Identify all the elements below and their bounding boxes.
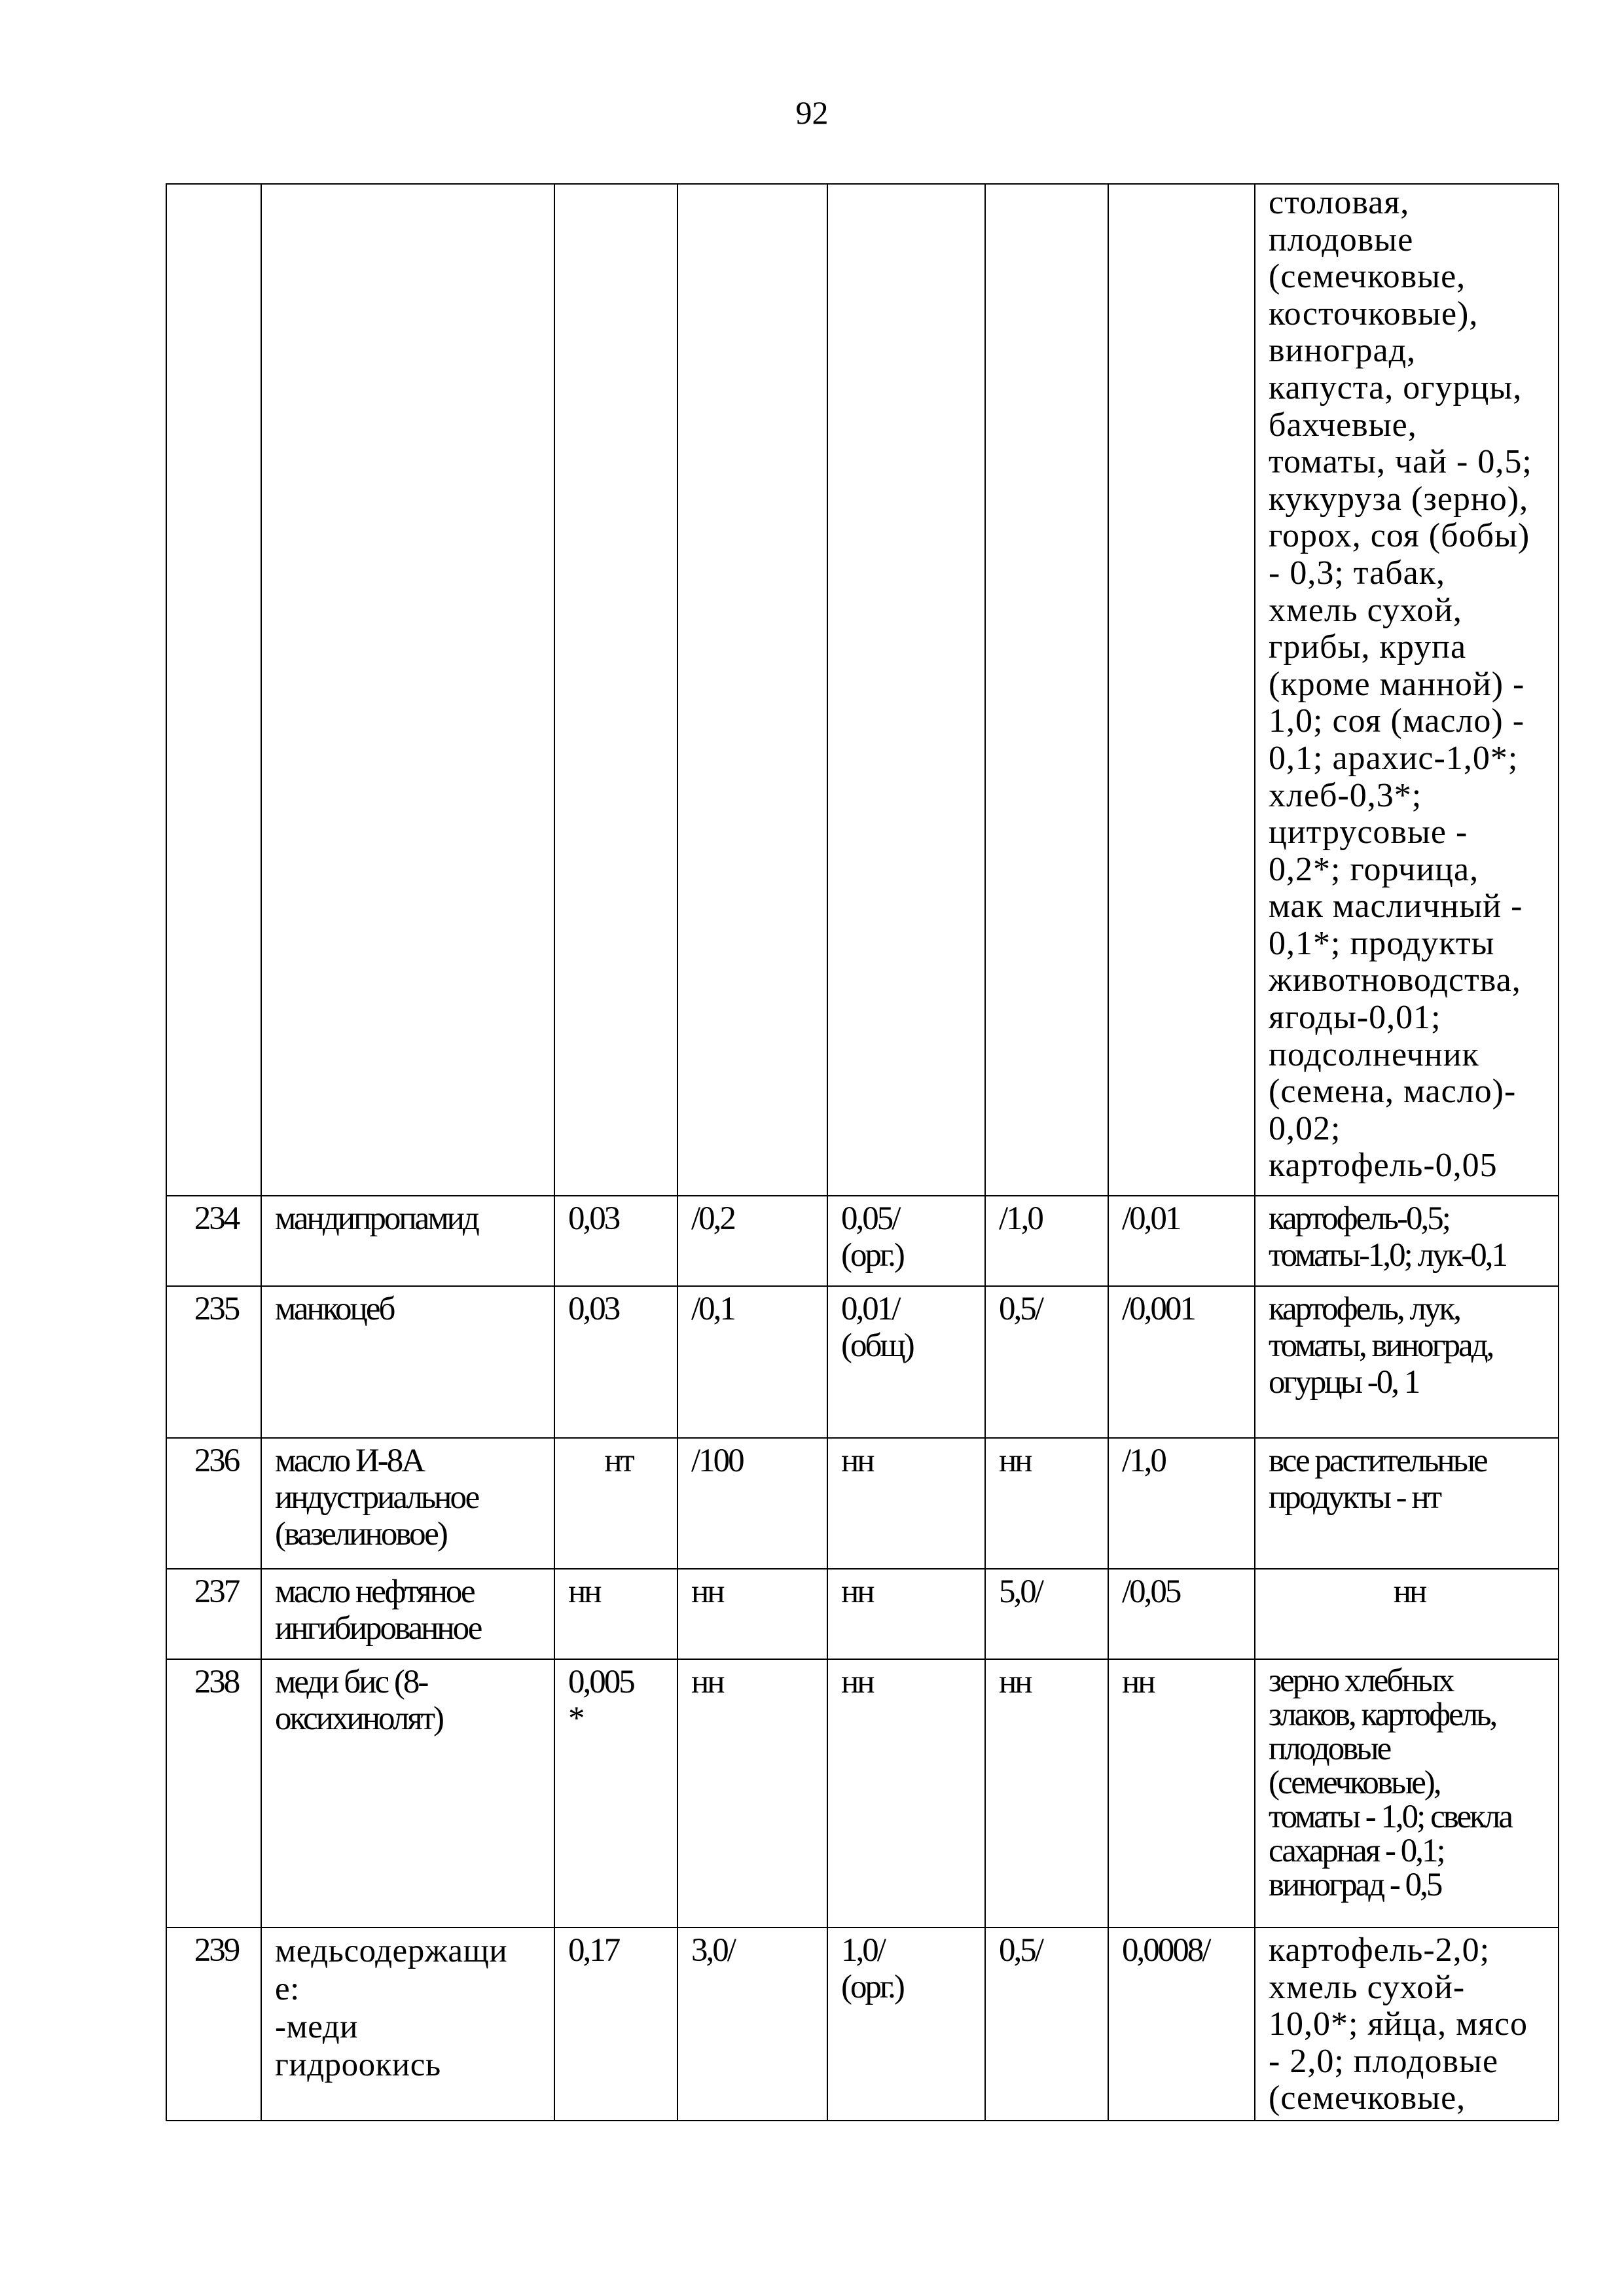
cell-c7: /0,05	[1108, 1569, 1255, 1659]
cell-c5: нн	[827, 1659, 985, 1928]
limits-line: хлеб-0,3*;	[1269, 776, 1422, 814]
table-row	[166, 1569, 1559, 1659]
cell-name: манкоцеб	[261, 1286, 554, 1438]
limits-line: кукуруза (зерно),	[1269, 480, 1529, 518]
cell-limits: зерно хлебных злаков, картофель, плодовые (семечковые), томаты - 1,0; свекла сахарная - 0,1; виноград - 0,5	[1255, 1659, 1559, 1928]
cell-limits	[1255, 184, 1559, 1196]
cell-c7: /0,01	[1108, 1196, 1255, 1286]
cell-name: мандипропамид	[261, 1196, 554, 1286]
cell-c5: 1,0/ (орг.)	[827, 1928, 985, 2121]
cell-num: 234	[166, 1196, 261, 1286]
limits-line: подсолнечник	[1269, 1035, 1479, 1073]
cell-name: меди бис (8- оксихинолят)	[261, 1659, 554, 1928]
limits-line: виноград,	[1269, 332, 1416, 370]
table-row	[166, 1196, 1559, 1286]
cell-c4: /100	[677, 1438, 827, 1569]
cell-c7: нн	[1108, 1659, 1255, 1928]
cell-c6: 0,5/	[985, 1928, 1108, 2121]
limits-line: - 0,3; табак,	[1269, 554, 1446, 592]
cell-limits: картофель-2,0; хмель сухой- 10,0*; яйца, мясо - 2,0; плодовые (семечковые,	[1255, 1928, 1559, 2121]
cell-num	[166, 184, 261, 1196]
cell-limits: картофель, лук, томаты, виноград, огурцы -0, 1	[1255, 1286, 1559, 1438]
limits-line: горох, соя (бобы)	[1269, 517, 1530, 555]
cell-c3	[554, 184, 677, 1196]
cell-limits: нн	[1255, 1569, 1559, 1659]
cell-num: 239	[166, 1928, 261, 2121]
limits-line: 0,1*; продукты	[1269, 924, 1495, 962]
cell-c3: 0,17	[554, 1928, 677, 2121]
cell-name: медьсодержащи е: -меди гидроокись	[261, 1928, 554, 2121]
cell-c6: /1,0	[985, 1196, 1108, 1286]
cell-c5	[827, 184, 985, 1196]
cell-c3: 0,005 *	[554, 1659, 677, 1928]
cell-c6: 0,5/	[985, 1286, 1108, 1438]
cell-c6: нн	[985, 1438, 1108, 1569]
cell-limits: картофель-0,5; томаты-1,0; лук-0,1	[1255, 1196, 1559, 1286]
cell-num: 237	[166, 1569, 261, 1659]
table-row	[166, 1438, 1559, 1569]
limits-line: мак масличный -	[1269, 888, 1523, 925]
limits-line: плодовые	[1269, 221, 1414, 259]
cell-c7: /0,001	[1108, 1286, 1255, 1438]
cell-c6: нн	[985, 1659, 1108, 1928]
cell-c5: нн	[827, 1569, 985, 1659]
cell-name: масло И-8А индустриальное (вазелиновое)	[261, 1438, 554, 1569]
cell-limits: все растительные продукты - нт	[1255, 1438, 1559, 1569]
limits-line: (семечковые,	[1269, 258, 1466, 296]
cell-c4: нн	[677, 1659, 827, 1928]
limits-line: бахчевые,	[1269, 406, 1417, 444]
cell-name	[261, 184, 554, 1196]
limits-line: томаты, чай - 0,5;	[1269, 443, 1532, 481]
cell-c7: 0,0008/	[1108, 1928, 1255, 2121]
limits-line: ягоды-0,01;	[1269, 999, 1441, 1037]
pesticide-table	[166, 183, 1559, 2121]
cell-c4	[677, 184, 827, 1196]
cell-c4: нн	[677, 1569, 827, 1659]
limits-line: животноводства,	[1269, 961, 1521, 999]
page-number: 92	[795, 94, 829, 131]
limits-line: картофель-0,05	[1269, 1147, 1498, 1185]
cell-num: 235	[166, 1286, 261, 1438]
limits-line: капуста, огурцы,	[1269, 368, 1523, 406]
limits-line: 1,0; соя (масло) -	[1269, 702, 1525, 740]
cell-num: 236	[166, 1438, 261, 1569]
limits-line: (семена, масло)-	[1269, 1073, 1517, 1111]
cell-c6	[985, 184, 1108, 1196]
cell-c7	[1108, 184, 1255, 1196]
limits-line: 0,1; арахис-1,0*;	[1269, 739, 1519, 777]
cell-c3: 0,03	[554, 1286, 677, 1438]
cell-c4: /0,2	[677, 1196, 827, 1286]
limits-line: 0,02;	[1269, 1109, 1341, 1147]
limits-line: цитрусовые -	[1269, 814, 1468, 852]
limits-line: косточковые),	[1269, 295, 1479, 332]
cell-name: масло нефтяное ингибированное	[261, 1569, 554, 1659]
cell-c4: /0,1	[677, 1286, 827, 1438]
limits-line: грибы, крупа	[1269, 628, 1467, 666]
cell-c3: 0,03	[554, 1196, 677, 1286]
table-row	[166, 1928, 1559, 2121]
cell-c4: 3,0/	[677, 1928, 827, 2121]
cell-num: 238	[166, 1659, 261, 1928]
cell-c5: 0,05/ (орг.)	[827, 1196, 985, 1286]
cell-c7: /1,0	[1108, 1438, 1255, 1569]
cell-c3: нн	[554, 1569, 677, 1659]
table-row	[166, 1659, 1559, 1928]
limits-line: столовая,	[1269, 184, 1410, 221]
cell-c5: 0,01/ (общ)	[827, 1286, 985, 1438]
cell-c3: нт	[554, 1438, 677, 1569]
cell-c5: нн	[827, 1438, 985, 1569]
limits-line: (кроме манной) -	[1269, 665, 1525, 703]
limits-line: 0,2*; горчица,	[1269, 850, 1479, 888]
limits-line: хмель сухой,	[1269, 591, 1462, 629]
cell-c6: 5,0/	[985, 1569, 1108, 1659]
table-row	[166, 1286, 1559, 1438]
table-row-continuation	[166, 184, 1559, 1196]
